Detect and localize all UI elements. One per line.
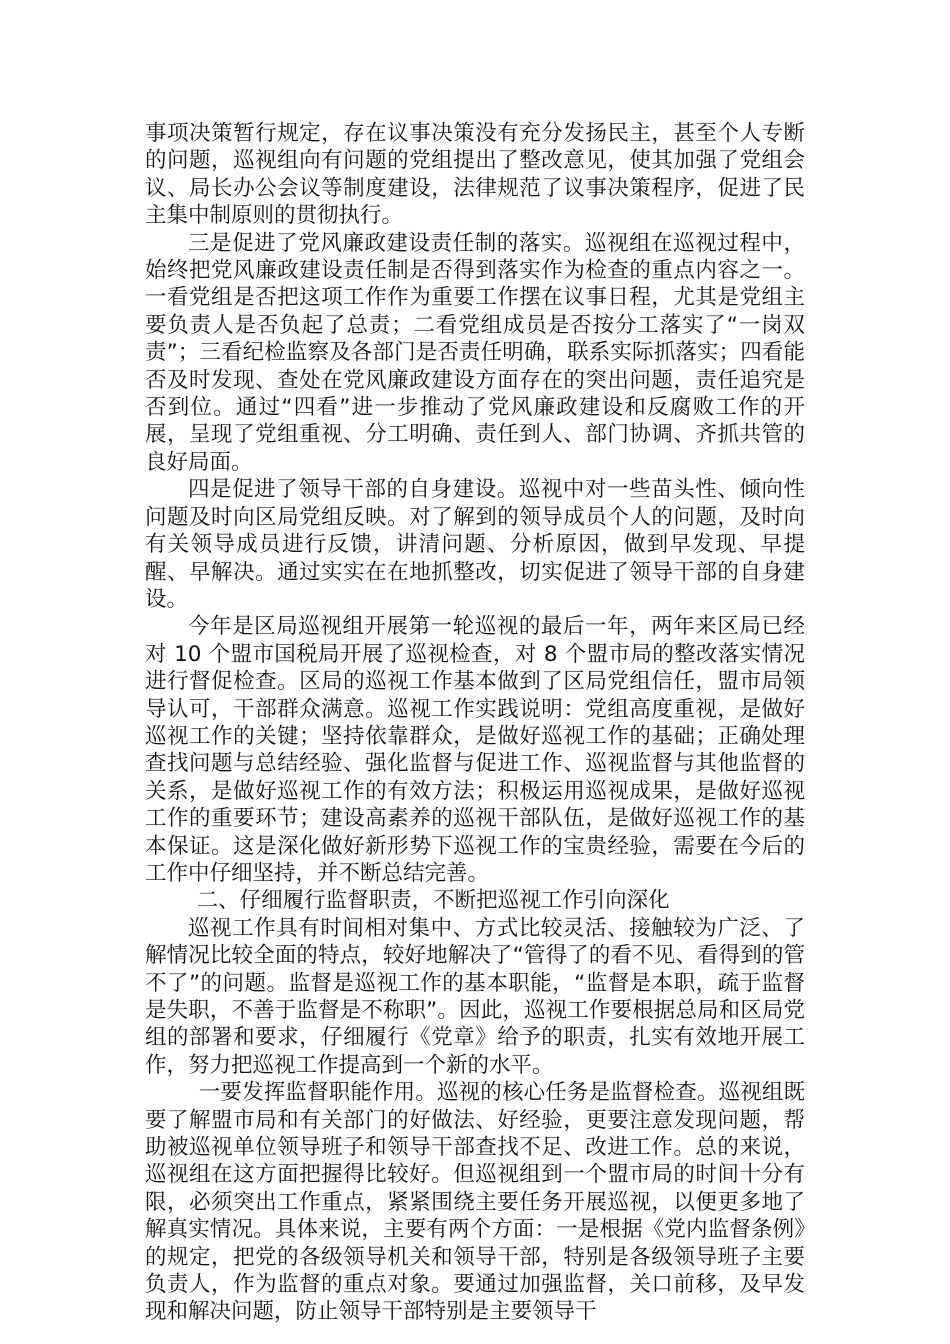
paragraph-summary: 今年是区局巡视组开展第一轮巡视的最后一年，两年来区局已经对 10 个盟市国税局开展了巡视检查，对 8 个盟市局的整改落实情况进行督促检查。区局的巡视工作基本做到了区局党组信任，盟市局领导认可，干部群众满意。巡视工作实践说明：党组高度重视，是做好巡视工作的关键；坚持依靠群众，是做好巡视工作的基础；正确处理查找问题与总结经验、强化监督与促进工作、巡视监督与其他监督的关系，是做好巡视工作的有效方法；积极运用巡视成果，是做好巡视工作的重要环节；建设高素养的巡视干部队伍，是做好巡视工作的基本保证。这是深化做好新形势下巡视工作的宝贵经验，需要在今后的工作中仔细坚持，并不断总结完善。 xyxy=(145,614,805,886)
paragraph-fourth-point: 四是促进了领导干部的自身建设。巡视中对一些苗头性、倾向性问题及时向区局党组反映。对了解到的领导成员个人的问题，及时向有关领导成员进行反馈，讲清问题、分析原因，做到早发现、早提醒、早解决。通过实实在在地抓整改，切实促进了领导干部的自身建设。 xyxy=(145,477,805,612)
paragraph-section-intro: 巡视工作具有时间相对集中、方式比较灵活、接触较为广泛、了解情况比较全面的特点，较好地解决了“管得了的看不见、看得到的管不了”的问题。监督是巡视工作的基本职能，“监督是本职，疏于监督是失职，不善于监督是不称职”。因此，巡视工作要根据总局和区局党组的部署和要求，仔细履行《党章》给予的职责，扎实有效地开展工作，努力把巡视工作提高到一个新的水平。 xyxy=(145,915,805,1078)
document-page xyxy=(145,120,805,1326)
paragraph-third-point: 三是促进了党风廉政建设责任制的落实。巡视组在巡视过程中，始终把党风廉政建设责任制是否得到落实作为检查的重点内容之一。一看党组是否把这项工作作为重要工作摆在议事日程，尤其是党组主要负责人是否负起了总责；二看党组成员是否按分工落实了“一岗双责”；三看纪检监察及各部门是否责任明确，联系实际抓落实；四看能否及时发现、查处在党风廉政建设方面存在的突出问题，责任追究是否到位。通过“四看”进一步推动了党风廉政建设和反腐败工作的开展，呈现了党组重视、分工明确、责任到人、部门协调、齐抓共管的良好局面。 xyxy=(145,230,805,475)
paragraph-supervision: 一要发挥监督职能作用。巡视的核心任务是监督检查。巡视组既要了解盟市局和有关部门的好做法、好经验，更要注意发现问题，帮助被巡视单位领导班子和领导干部查找不足、改进工作。总的来说，巡视组在这方面把握得比较好。但巡视组到一个盟市局的时间十分有限，必须突出工作重点，紧紧围绕主要任务开展巡视，以便更多地了解真实情况。具体来说，主要有两个方面：一是根据《党内监督条例》的规定，把党的各级领导机关和领导干部，特别是各级领导班子主要负责人，作为监督的重点对象。要通过加强监督，关口前移，及早发现和解决问题，防止领导干部特别是主要领导干 xyxy=(145,1080,805,1325)
section-heading: 二、仔细履行监督职责，不断把巡视工作引向深化 xyxy=(196,888,670,914)
paragraph-continued: 事项决策暂行规定，存在议事决策没有充分发扬民主，甚至个人专断的问题，巡视组向有问题的党组提出了整改意见，使其加强了党组会议、局长办公会议等制度建设，法律规范了议事决策程序，促进了民主集中制原则的贯彻执行。 xyxy=(145,121,805,229)
